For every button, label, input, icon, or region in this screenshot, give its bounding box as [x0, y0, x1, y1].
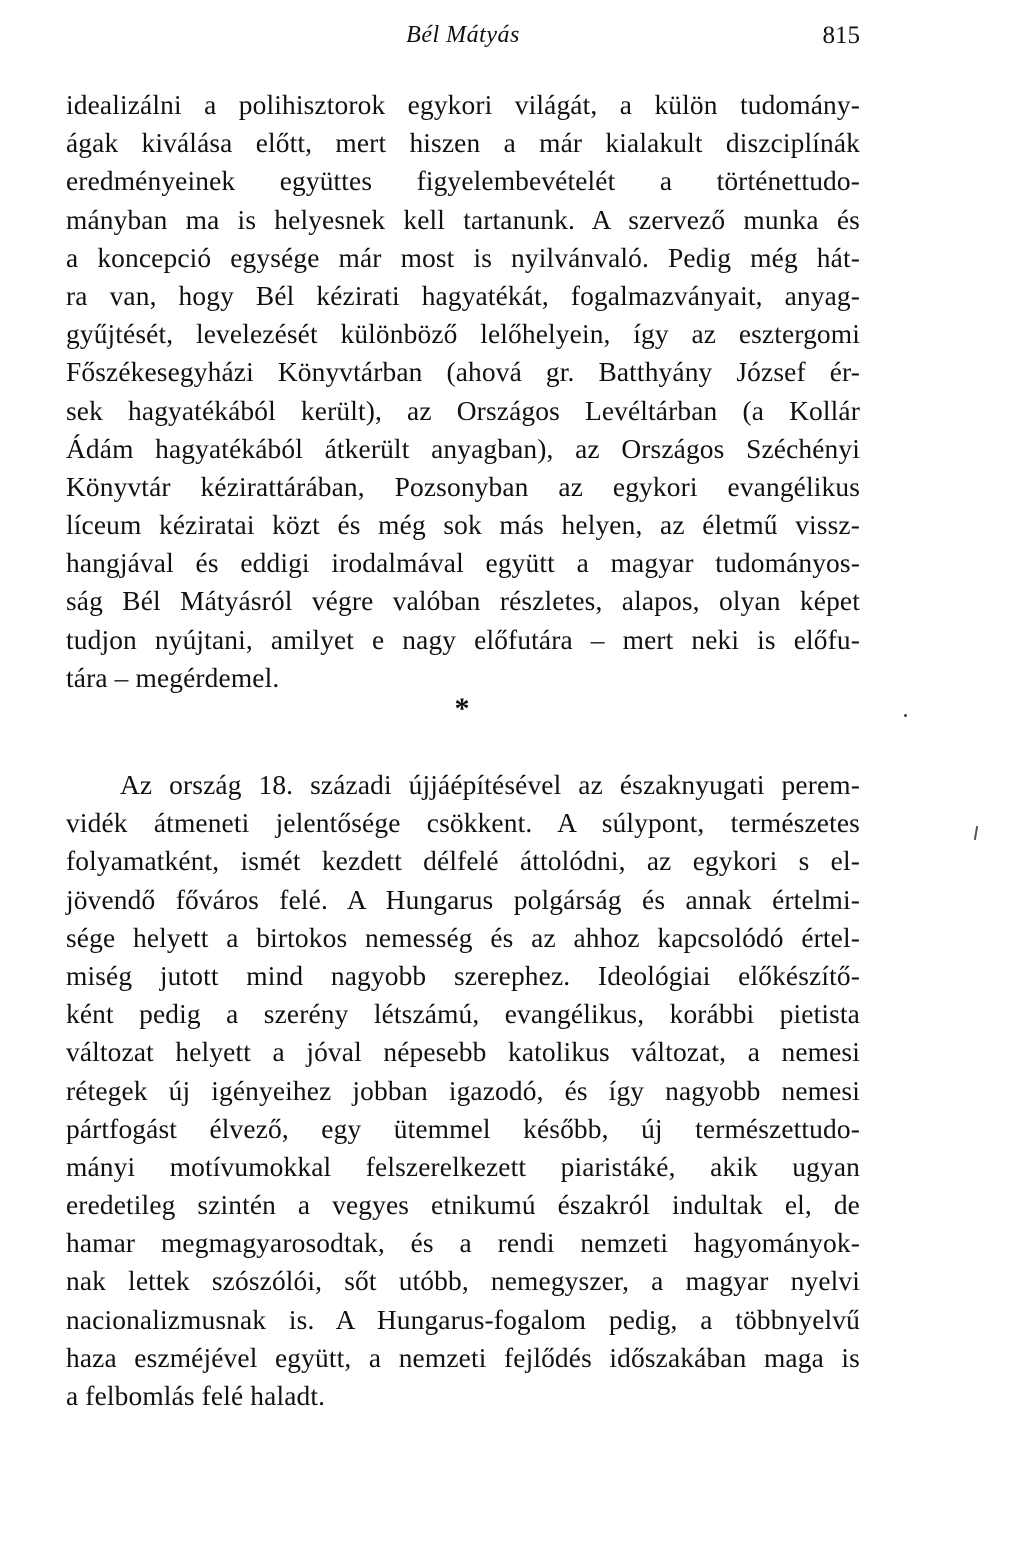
running-head	[66, 22, 860, 52]
paragraph-1	[66, 86, 860, 697]
text-line: miség jutott mind nagyobb szerephez. Ideológiai előkészítő-	[66, 960, 860, 991]
page-number: 815	[822, 22, 860, 49]
text-line: Az ország 18. századi újjáépítésével az északnyugati perem-	[120, 770, 860, 800]
text-line: mányi motívumokkal felszerelkezett piaristáké, akik ugyan	[66, 1151, 860, 1182]
text-line: Könyvtár kézirattárában, Pozsonyban az egykori evangélikus	[66, 471, 860, 502]
text-line: nacionalizmusnak is. A Hungarus-fogalom pedig, a többnyelvű	[66, 1304, 860, 1335]
text-line: sek hagyatékából került), az Országos Levéltárban (a Kollár	[66, 395, 860, 426]
text-line: folyamatként, ismét kezdett délfelé áttolódni, az egykori s el-	[66, 846, 860, 877]
text-line: haza eszméjével együtt, a nemzeti fejlődés időszakában maga is	[66, 1342, 860, 1373]
text-line: a felbomlás felé haladt.	[66, 1381, 326, 1411]
text-line: Ádám hagyatékából átkerült anyagban), az Országos Széchényi	[66, 433, 860, 464]
text-line: hamar megmagyarosodtak, és a rendi nemzeti hagyományok-	[66, 1228, 860, 1259]
text-line: jövendő főváros felé. A Hungarus polgárság és annak értelmi-	[66, 884, 860, 915]
text-line: ként pedig a szerény létszámú, evangélikus, korábbi pietista	[66, 999, 860, 1030]
text-line: ra van, hogy Bél kézirati hagyatékát, fogalmazványait, anyag-	[66, 280, 860, 311]
text-line: változat helyett a jóval népesebb katolikus változat, a nemesi	[66, 1037, 860, 1068]
text-line: nak lettek szószólói, sőt utóbb, nemegyszer, a magyar nyelvi	[66, 1266, 860, 1297]
text-line: pártfogást élvező, egy ütemmel később, új természettudo-	[66, 1113, 860, 1144]
text-line: tára – megérdemel.	[66, 662, 280, 693]
text-line: vidék átmeneti jelentősége csökkent. A súlypont, természetes	[66, 808, 860, 839]
text-line: a koncepció egysége már most is nyilvánvaló. Pedig még hát-	[66, 242, 860, 273]
print-speck	[904, 714, 907, 717]
text-line: sége helyett a birtokos nemesség és az ahhoz kapcsolódó értel-	[66, 922, 860, 953]
text-line: eredményeinek együttes figyelembevételét a történettudo-	[66, 166, 860, 197]
margin-mark	[974, 826, 978, 840]
text-line: gyűjtését, levelezését különböző lelőhelyein, így az esztergomi	[66, 319, 860, 350]
text-line: ság Bél Mátyásról végre valóban részletes, alapos, olyan képet	[66, 586, 860, 617]
text-line: tudjon nyújtani, amilyet e nagy előfutára – mert neki is előfu-	[66, 624, 860, 655]
text-line: Főszékesegyházi Könyvtárban (ahová gr. Batthyány József ér-	[66, 357, 860, 388]
text-line: eredetileg szintén a vegyes etnikumú északról indultak el, de	[66, 1190, 860, 1221]
running-title: Bél Mátyás	[406, 22, 520, 48]
text-line: líceum kéziratai közt és még sok más helyen, az életmű vissz-	[66, 510, 860, 541]
paragraph-2	[66, 766, 860, 1415]
section-separator: *	[454, 692, 470, 725]
text-line: ágak kiválása előtt, mert hiszen a már kialakult diszciplínák	[66, 128, 860, 159]
text-line: hangjával és eddigi irodalmával együtt a magyar tudományos-	[66, 548, 860, 579]
text-line: idealizálni a polihisztorok egykori világát, a külön tudomány-	[66, 90, 860, 120]
text-line: mányban ma is helyesnek kell tartanunk. A szervező munka és	[66, 204, 860, 235]
text-line: rétegek új igényeihez jobban igazodó, és így nagyobb nemesi	[66, 1075, 860, 1106]
